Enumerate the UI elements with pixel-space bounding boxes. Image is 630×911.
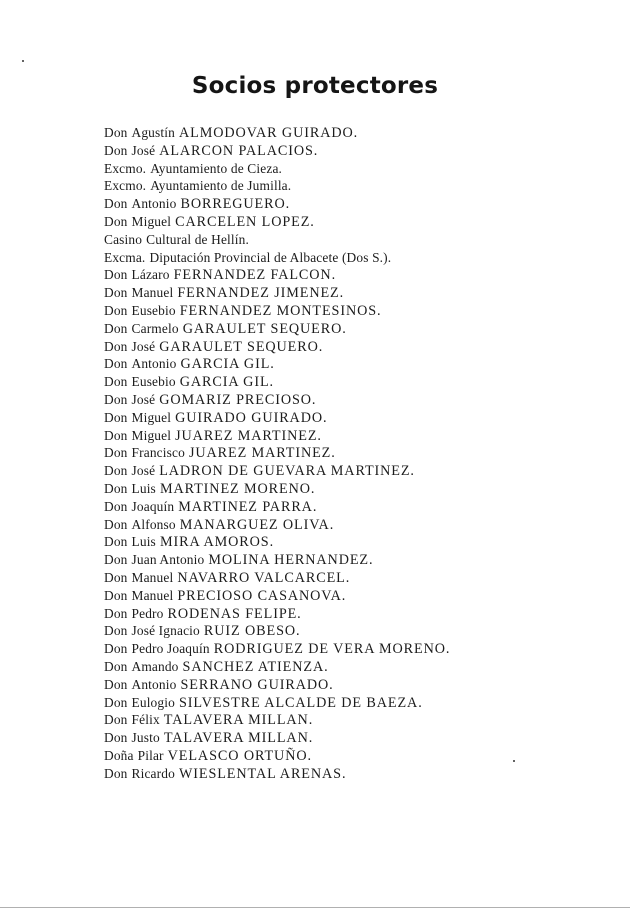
member-title: Excmo. (104, 160, 147, 176)
member-given: Ricardo (131, 765, 175, 781)
member-surname: PRECIOSO CASANOVA. (177, 587, 347, 604)
member-entry (104, 195, 450, 213)
member-entry (104, 409, 450, 427)
member-title: Don (104, 765, 128, 781)
member-title: Don (104, 445, 128, 461)
member-given: Agustín (131, 125, 175, 140)
member-title: Don (104, 534, 128, 550)
member-surname: MARTINEZ PARRA. (178, 498, 318, 515)
member-surname: ALARCON PALACIOS. (159, 142, 319, 159)
member-title: Casino (104, 231, 143, 247)
member-title: Don (104, 374, 128, 390)
member-entry (104, 427, 450, 445)
member-surname: FERNANDEZ FALCON. (173, 267, 337, 284)
member-given: Juan Antonio (131, 552, 205, 568)
member-surname: MANARGUEZ OLIVA. (179, 516, 335, 533)
member-surname: LADRON DE GUEVARA MARTINEZ. (159, 463, 415, 480)
member-surname: SERRANO GUIRADO. (180, 676, 334, 693)
member-surname: VELASCO ORTUÑO. (167, 747, 312, 764)
member-entry (104, 124, 450, 142)
member-title: Don (104, 356, 128, 372)
member-entry (104, 462, 450, 480)
member-entry (104, 729, 450, 747)
member-entry (104, 213, 450, 231)
member-given: Joaquín (131, 498, 175, 514)
member-title: Don (104, 320, 128, 336)
member-surname: TALAVERA MILLAN. (163, 730, 314, 747)
member-entry (104, 142, 450, 160)
member-entry (104, 640, 450, 658)
member-given: Alfonso (131, 516, 176, 532)
member-entry (104, 177, 450, 195)
member-title: Don (104, 641, 128, 657)
member-given: Justo (131, 730, 160, 746)
member-entry (104, 284, 450, 302)
member-surname: MARTINEZ MORENO. (159, 480, 316, 497)
member-surname: GUIRADO GUIRADO. (175, 409, 328, 426)
member-title: Don (104, 427, 128, 443)
member-given: Miguel (131, 427, 172, 443)
page-bottom-edge (0, 907, 630, 908)
member-given: Pedro Joaquín (131, 641, 210, 657)
member-title: Don (104, 694, 128, 710)
member-surname: TALAVERA MILLAN. (163, 712, 314, 729)
member-entry (104, 605, 450, 623)
member-entry (104, 747, 450, 765)
member-title: Don (104, 623, 128, 639)
member-entry (104, 231, 450, 249)
member-title: Don (104, 409, 128, 425)
member-surname: ALMODOVAR GUIRADO. (178, 125, 359, 141)
member-given: Eulogio (131, 694, 175, 710)
member-surname: FERNANDEZ MONTESINOS. (179, 302, 382, 319)
member-entry (104, 658, 450, 676)
member-title: Don (104, 463, 128, 479)
member-entry (104, 249, 450, 267)
member-surname: JUAREZ MARTINEZ. (175, 427, 322, 444)
member-entry (104, 302, 450, 320)
member-entry (104, 338, 450, 356)
member-given: Félix (131, 712, 160, 728)
member-surname: NAVARRO VALCARCEL. (177, 569, 351, 586)
member-given: Eusebio (131, 302, 176, 318)
member-given: Cultural de Hellín. (146, 231, 249, 247)
member-given: Antonio (131, 196, 177, 212)
member-title: Excmo. (104, 178, 147, 194)
member-given: Diputación Provincial de Albacete (Dos S.). (149, 249, 392, 265)
member-surname: GARCIA GIL. (180, 356, 275, 373)
member-given: José (131, 463, 156, 479)
member-surname: GARCIA GIL. (179, 374, 274, 391)
member-surname: GOMARIZ PRECIOSO. (159, 391, 317, 408)
member-entry (104, 355, 450, 373)
member-title: Don (104, 730, 128, 746)
member-title: Don (104, 587, 128, 603)
member-given: Miguel (131, 213, 172, 229)
member-given: Ayuntamiento de Jumilla. (150, 178, 292, 194)
member-entry (104, 266, 450, 284)
member-entry (104, 694, 450, 712)
member-entry (104, 765, 450, 783)
member-title: Don (104, 516, 128, 532)
member-entry (104, 711, 450, 729)
member-given: Manuel (131, 587, 174, 603)
member-title: Don (104, 676, 128, 692)
member-surname: GARAULET SEQUERO. (182, 320, 347, 337)
member-given: Carmelo (131, 320, 179, 336)
member-title: Don (104, 142, 128, 158)
member-entry (104, 587, 450, 605)
member-title: Don (104, 712, 128, 728)
member-given: Miguel (131, 409, 172, 425)
member-surname: SILVESTRE ALCALDE DE BAEZA. (178, 694, 423, 711)
member-title: Don (104, 267, 128, 283)
member-title: Don (104, 480, 128, 496)
member-given: Pilar (137, 747, 164, 763)
member-entry (104, 160, 450, 178)
member-title: Don (104, 302, 128, 318)
member-surname: WIESLENTAL ARENAS. (178, 765, 347, 782)
member-title: Don (104, 285, 128, 301)
member-given: Amando (131, 658, 179, 674)
member-title: Don (104, 552, 128, 568)
member-surname: RODRIGUEZ DE VERA MORENO. (213, 641, 451, 658)
member-surname: GARAULET SEQUERO. (159, 338, 324, 355)
member-entry (104, 622, 450, 640)
member-title: Don (104, 391, 128, 407)
member-entry (104, 569, 450, 587)
member-given: Manuel (131, 285, 174, 301)
member-given: Ayuntamiento de Cieza. (150, 160, 283, 176)
page-title: Socios protectores (191, 73, 439, 100)
member-surname: RODENAS FELIPE. (167, 605, 302, 622)
member-given: Antonio (131, 676, 177, 692)
member-title: Don (104, 125, 128, 140)
member-surname: BORREGUERO. (180, 196, 291, 213)
member-entry (104, 498, 450, 516)
member-title: Don (104, 338, 128, 354)
member-title: Doña (104, 747, 134, 763)
member-given: José (131, 391, 156, 407)
member-entry (104, 676, 450, 694)
member-surname: MIRA AMOROS. (159, 534, 275, 551)
member-entry (104, 516, 450, 534)
member-entry (104, 391, 450, 409)
member-title: Don (104, 658, 128, 674)
ink-speck (22, 60, 24, 62)
member-title: Don (104, 569, 128, 585)
member-given: Manuel (131, 569, 174, 585)
member-surname: CARCELEN LOPEZ. (175, 213, 315, 230)
member-title: Don (104, 213, 128, 229)
member-given: Francisco (131, 445, 185, 461)
member-surname: RUIZ OBESO. (203, 623, 301, 640)
member-entry (104, 480, 450, 498)
member-surname: JUAREZ MARTINEZ. (188, 445, 336, 462)
members-list (104, 124, 450, 782)
member-given: Luis (131, 534, 156, 550)
member-surname: FERNANDEZ JIMENEZ. (177, 285, 345, 302)
member-given: José (131, 338, 156, 354)
member-given: Lázaro (131, 267, 170, 283)
member-title: Don (104, 498, 128, 514)
member-entry (104, 444, 450, 462)
member-given: José Ignacio (131, 623, 200, 639)
member-given: Pedro (131, 605, 164, 621)
member-entry (104, 551, 450, 569)
ink-speck (513, 760, 515, 762)
member-surname: SANCHEZ ATIENZA. (182, 658, 329, 675)
member-given: Luis (131, 480, 156, 496)
member-entry (104, 373, 450, 391)
member-title: Excma. (104, 249, 146, 265)
member-entry (104, 320, 450, 338)
member-given: Antonio (131, 356, 177, 372)
member-given: José (131, 142, 156, 158)
member-entry (104, 533, 450, 551)
member-surname: MOLINA HERNANDEZ. (208, 552, 374, 569)
member-title: Don (104, 196, 128, 212)
member-given: Eusebio (131, 374, 176, 390)
member-title: Don (104, 605, 128, 621)
